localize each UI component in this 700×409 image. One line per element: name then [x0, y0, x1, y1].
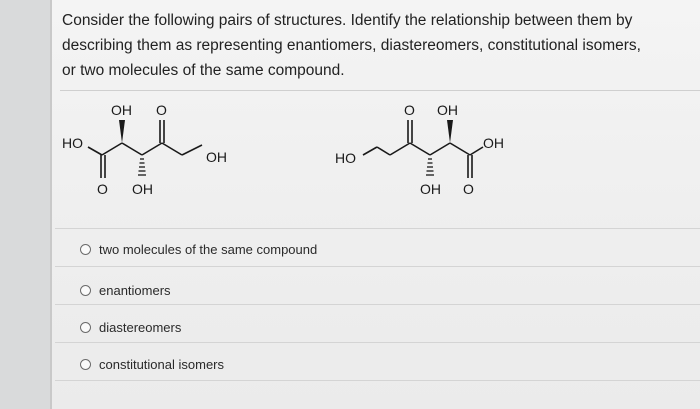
question-line-2: describing them as representing enantiomers, diastereomers, constitutional isomers, [62, 37, 641, 54]
radio-button[interactable] [80, 285, 91, 296]
divider [55, 304, 700, 305]
label-ho: HO [335, 150, 356, 166]
label-oh: OH [420, 181, 441, 197]
label-ho: HO [62, 135, 83, 151]
label-oh: OH [111, 102, 132, 118]
divider [55, 380, 700, 381]
label-oh: OH [206, 149, 227, 165]
molecule-left [60, 95, 260, 205]
divider [55, 228, 700, 229]
option-label: two molecules of the same compound [99, 242, 318, 257]
molecule-right [333, 95, 533, 205]
option-label: constitutional isomers [99, 357, 224, 372]
question-line-1: Consider the following pairs of structures. Identify the relationship between them by [62, 12, 633, 29]
label-oh: OH [437, 102, 458, 118]
radio-button[interactable] [80, 244, 91, 255]
divider [55, 266, 700, 267]
option-constitutional-isomers[interactable] [80, 357, 224, 372]
option-label: diastereomers [99, 320, 182, 335]
label-o: O [463, 181, 474, 197]
question-text [62, 8, 692, 83]
divider [55, 342, 700, 343]
option-same-compound[interactable] [80, 242, 317, 257]
label-o: O [156, 102, 167, 118]
divider [60, 90, 700, 91]
radio-button[interactable] [80, 322, 91, 333]
option-label: enantiomers [99, 283, 171, 298]
question-line-3: or two molecules of the same compound. [62, 62, 345, 79]
label-o: O [404, 102, 415, 118]
radio-button[interactable] [80, 359, 91, 370]
option-enantiomers[interactable] [80, 283, 171, 298]
label-oh: OH [132, 181, 153, 197]
option-diastereomers[interactable] [80, 320, 181, 335]
label-oh: OH [483, 135, 504, 151]
label-o: O [97, 181, 108, 197]
